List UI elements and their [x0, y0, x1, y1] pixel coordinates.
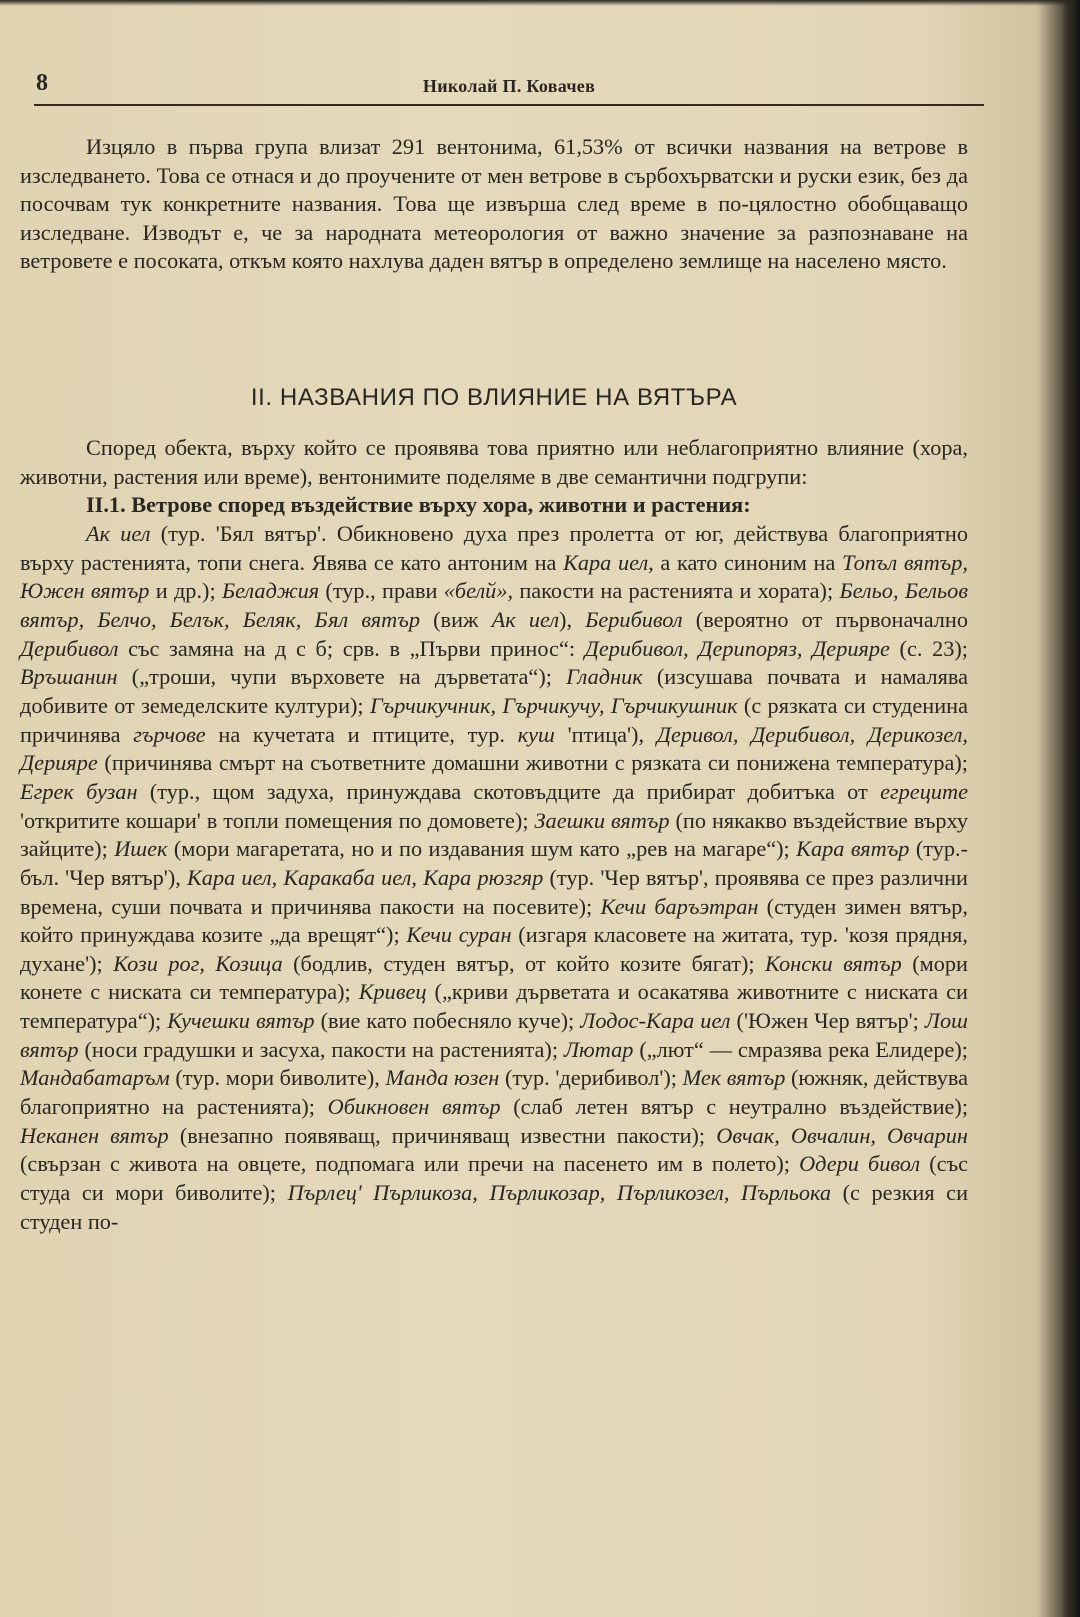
- entry-term: Кечи суран: [406, 922, 512, 948]
- entry-description: (с рязката си студенина причинява: [20, 692, 968, 747]
- entry-description: („лют“ — смразява река Елидере);: [633, 1036, 968, 1062]
- entry-description: (мори магаретата, но и по издавания шум като „рев на магаре“);: [167, 836, 797, 862]
- entry-description: (виж: [419, 606, 492, 632]
- entry-description: (тур. 'Чер вятър', проявява се през различни времена, суши почвата и причинява пакости на посевите);: [20, 864, 968, 919]
- entry-term: Овчак, Овчалин, Овчарин: [716, 1122, 968, 1148]
- entry-description: (тур. 'дерибивол');: [499, 1065, 683, 1091]
- entry-term: Кози рог, Козица: [113, 950, 283, 976]
- running-head: [34, 68, 984, 108]
- entry-description: (бодлив, студен вятър, от който козите бягат);: [282, 950, 766, 976]
- entry-term: Егрек бузан: [20, 778, 138, 804]
- entry-description: (тур., щом задуха, принуждава скотовъдците да прибират добитъка от: [137, 778, 881, 804]
- entry-term: Заешки вятър: [534, 807, 670, 833]
- section-body: [20, 434, 968, 1236]
- intro-block: [20, 133, 968, 276]
- entry-term: егреците: [880, 778, 968, 804]
- entry-description: (вие като побесняло куче);: [314, 1008, 581, 1034]
- entry-term: Топъл вятър, Южен вятър: [20, 549, 968, 604]
- entry-description: 'откритите кошари' в топли помещения по домовете);: [20, 807, 535, 833]
- entry-description: (с резкия си студен по-: [20, 1180, 969, 1234]
- entry-description: (тур. мори биволите),: [169, 1065, 386, 1091]
- entry-description: а като синоним на: [653, 549, 842, 575]
- entry-term: Деривол, Дерибивол, Дерикозел, Дерияре: [20, 721, 968, 776]
- entry-term: Бельо, Бельов вятър, Белчо, Белък, Беляк, Бял вятър: [20, 578, 969, 632]
- entry-term: Неканен вятър: [20, 1122, 169, 1148]
- entry-term: Кара иел,: [563, 549, 654, 575]
- entry-description: (по някакво въздействие върху зайците);: [20, 807, 968, 862]
- entry-description: пакости на растенията и хората);: [513, 578, 840, 604]
- intro-paragraph: Изцяло в първа група влизат 291 вентонима, 61,53% от всички названия на ветрове в изследването. Това се отнася и до проучените от мен ветрове в сърбохърватски и руски език, без да посочвам тук конкретните названия. Това ще извърша след време в по-цялостно обобщаващо изследване. Изводът е, че за народната метеорология от важно значение за разпознаване на ветровете е посоката, откъм която нахлува даден вятър в определено землище на населено място.: [20, 134, 968, 274]
- entry-description: (южняк, действува благоприятно на растенията);: [20, 1065, 968, 1120]
- entry-description: (носи градушки и засуха, пакости на растенията);: [78, 1036, 564, 1062]
- entry-term: Одери бивол: [799, 1151, 921, 1177]
- entry-description: (с. 23);: [889, 635, 968, 661]
- entry-term: Кривец: [358, 979, 427, 1005]
- entry-description: (със студа си мори биволите);: [20, 1151, 968, 1206]
- entry-description: (мори конете с ниската си температура);: [20, 950, 968, 1005]
- entry-term: Беладжия: [221, 578, 320, 604]
- entry-description: (изсушава почвата и намалява добивите от земеделските култури);: [20, 664, 968, 718]
- header-rule: [34, 104, 984, 106]
- entry-description: на кучетата и птиците, тур.: [205, 721, 518, 747]
- entry-term: Гладник: [566, 664, 643, 690]
- entries-paragraph: [20, 520, 968, 1236]
- entry-term: Ишек: [114, 836, 168, 862]
- entry-description: (тур., прави: [319, 578, 444, 604]
- entry-term: Берибивол: [585, 606, 683, 632]
- entry-description: (свързан с живота на овцете, подпомага или пречи на пасенето им в полето);: [20, 1151, 800, 1177]
- entry-term: Манда юзен: [385, 1065, 500, 1091]
- entry-term: Мандабатаръм: [20, 1065, 170, 1091]
- entry-term: «белй»,: [443, 578, 514, 604]
- entry-description: (студен зимен вятър, който принуждава козите „да врещят“);: [20, 893, 969, 948]
- entry-description: („троши, чупи върховете на дърветата“);: [117, 664, 567, 690]
- entry-description: (изгаря класовете на житата, тур. 'козя прядня, духане');: [20, 922, 968, 976]
- entry-description: (внезапно появяващ, причиняващ известни пакости);: [168, 1122, 717, 1148]
- subsection-heading: II.1. Ветрове според въздействие върху хора, животни и растения:: [86, 492, 751, 518]
- entry-term: Мек вятър: [682, 1065, 786, 1091]
- entry-term: гърчове: [133, 721, 206, 747]
- entry-description: и др.);: [149, 578, 222, 604]
- entry-term: Кара иел, Каракаба иел, Кара рюзгяр: [186, 864, 544, 890]
- entry-description: („криви дърветата и осакатява животните с ниската си температура“);: [20, 979, 968, 1034]
- entry-term: Конски вятър: [765, 950, 902, 976]
- running-head-author: Николай П. Ковачев: [422, 76, 596, 96]
- entry-term: Лош вятър: [20, 1008, 969, 1062]
- entry-term: Кучешки вятър: [167, 1008, 315, 1034]
- page-number: 8: [36, 70, 48, 96]
- entry-description: (причинява смърт на съответните домашни животни с рязката си понижена температура);: [97, 750, 968, 776]
- entry-term: Дерибивол, Дерипоряз, Дерияре: [584, 635, 890, 661]
- entry-term: Лодос-Кара иел: [580, 1008, 731, 1034]
- entry-description: ),: [559, 606, 586, 632]
- entry-description: (тур. 'Бял вятър'. Обикновено духа през пролетта от юг, действува благоприятно върху растенията, топи снега. Явява се като антоним на: [20, 520, 968, 575]
- entry-description: със замяна на д с б; срв. в „Първи принос“:: [118, 635, 585, 661]
- entry-term: Ак иел: [86, 520, 151, 546]
- entry-description: (слаб летен вятър с неутрално въздействие);: [500, 1094, 969, 1120]
- entry-description: 'птица'),: [554, 721, 657, 747]
- section-intro-paragraph: Според обекта, върху който се проявява това приятно или неблагоприятно влияние (хора, животни, растения или време), вентонимите поделяме в две семантични подгрупи:: [20, 435, 968, 489]
- entry-term: Гърчикучник, Гърчикучу, Гърчикушник: [369, 692, 738, 718]
- entry-term: Лютар: [563, 1036, 634, 1062]
- entry-term: Ак иел: [491, 606, 560, 632]
- entry-term: куш: [517, 721, 555, 747]
- entry-term: Обикновен вятър: [327, 1094, 501, 1120]
- page-edge-shadow: [1062, 0, 1080, 1617]
- entry-term: Кара вятър: [796, 836, 910, 862]
- entry-term: Кечи баръэтран: [600, 893, 759, 919]
- entry-term: Дерибивол: [20, 635, 119, 661]
- top-shadow: [0, 0, 1080, 6]
- entry-term: Пърлец' Пърликоза, Пърликозар, Пърликозел, Пърльока: [287, 1180, 832, 1206]
- entry-description: (вероятно от първоначално: [682, 606, 968, 632]
- entry-description: ('Южен Чер вятър';: [730, 1008, 925, 1034]
- section-heading: II. НАЗВАНИЯ ПО ВЛИЯНИЕ НА ВЯТЪРА: [250, 384, 738, 411]
- entry-description: (тур.-бъл. 'Чер вятър'),: [20, 836, 969, 890]
- entry-term: Връшанин: [20, 664, 118, 690]
